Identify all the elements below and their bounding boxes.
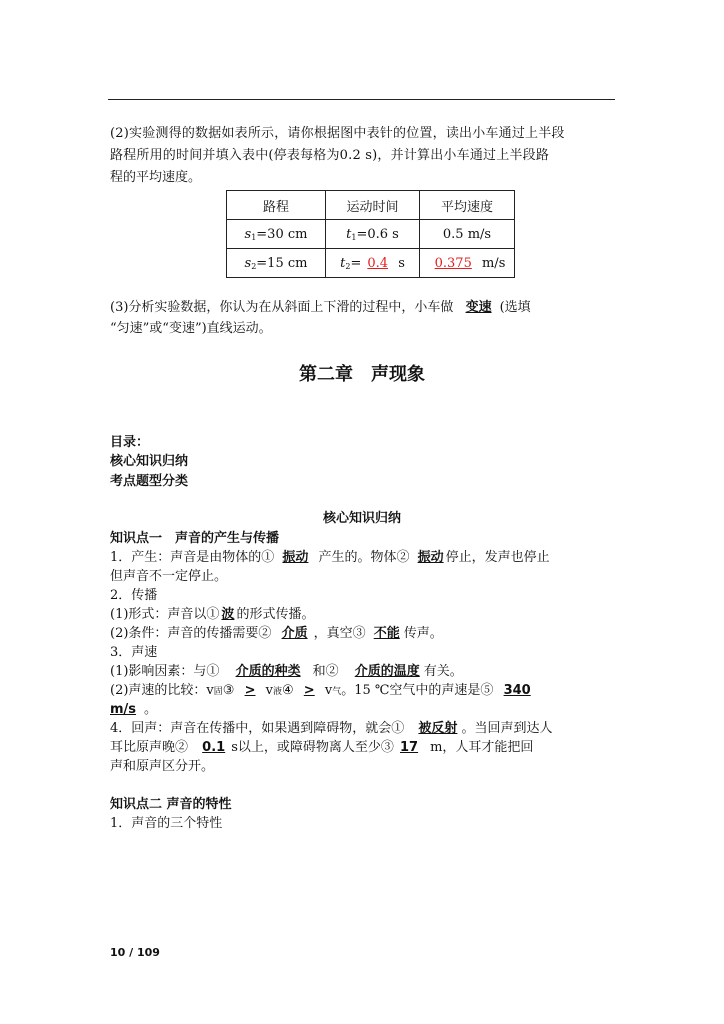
table-cell: $t_2= 0.4$ s [326, 249, 420, 278]
answer: 介质 [281, 626, 308, 641]
answer-time: 0.4 [367, 255, 389, 271]
answer: 介质的温度 [354, 664, 420, 679]
kp1-line: 4．回声：声音在传播中，如果遇到障碍物，就会① 被反射 。当回声到达人 [110, 721, 553, 736]
table-cell: $s_1=30$ cm [227, 220, 326, 249]
answer: 振动 [417, 550, 444, 565]
table-cell: $t_1=0.6$ s [326, 220, 420, 249]
intro-line-3: 程的平均速度。 [110, 170, 202, 185]
kp1-line: 但声音不一定停止。 [110, 569, 228, 584]
kp1-line: (1)形式：声音以① 波 的形式传播。 [110, 607, 315, 622]
intro-line-2: 路程所用的时间并填入表中(停表每格为0.2 s)，并计算出小车通过上半段路 [110, 148, 550, 163]
kp2-title: 知识点二 声音的特性 [110, 797, 232, 812]
intro-line-1: (2)实验测得的数据如表所示，请你根据图中表针的位置，读出小车通过上半段 [110, 126, 565, 141]
answer: 波 [221, 607, 235, 622]
answer: 振动 [282, 550, 309, 565]
table-cell: $s_2=15$ cm [227, 249, 326, 278]
q3-line-1: (3)分析实验数据，你认为在从斜面上下滑的过程中，小车做 变速 (选填 [110, 300, 531, 315]
table-row [227, 220, 515, 249]
header-rule [108, 99, 615, 100]
kp1-line: (2)声速的比较：v固③ > v液④ > v气。15 ℃空气中的声速是⑤ 340 [110, 683, 531, 698]
toc-label: 目录： [110, 435, 150, 450]
kp2-line: 1．声音的三个特性 [110, 816, 223, 831]
answer: 被反射 [418, 721, 458, 736]
kp1-line: 声和原声区分开。 [110, 759, 215, 774]
data-table [226, 190, 515, 278]
header-cell: 运动时间 [326, 191, 420, 220]
answer: 17 [400, 740, 419, 755]
answer: > [303, 683, 315, 698]
table-row [227, 249, 515, 278]
page-number: 10 / 109 [110, 946, 160, 959]
table-cell: 0.5 m/s [420, 220, 515, 249]
toc-item: 核心知识归纳 [110, 454, 189, 469]
kp1-line: (1)影响因素：与① 介质的种类 和② 介质的温度 有关。 [110, 664, 463, 679]
table-cell: 0.375 m/s [420, 249, 515, 278]
kp1-line: 3．声速 [110, 645, 158, 660]
kp1-line: 耳比原声晚② 0.1 s以上，或障碍物离人至少③ 17 m，人耳才能把回 [110, 740, 534, 755]
chapter-title: 第二章 声现象 [299, 364, 425, 385]
kp1-line: 1．产生：声音是由物体的① 振动 产生的。物体② 振动 停止，发声也停止 [110, 550, 550, 565]
answer: 介质的种类 [235, 664, 301, 679]
section-title: 核心知识归纳 [322, 511, 401, 526]
answer: 不能 [373, 626, 400, 641]
toc-item: 考点题型分类 [110, 474, 189, 489]
answer: > [244, 683, 256, 698]
header-cell: 路程 [227, 191, 326, 220]
answer: 340 [503, 683, 531, 698]
kp1-title: 知识点一 声音的产生与传播 [110, 531, 280, 546]
answer: 0.1 [202, 740, 226, 755]
header-cell: 平均速度 [420, 191, 515, 220]
table-header-row [227, 191, 515, 220]
q3-line-2: “匀速”或“变速”)直线运动。 [110, 321, 272, 336]
answer: 变速 [465, 300, 492, 315]
kp1-line: 2．传播 [110, 588, 158, 603]
kp1-line: (2)条件：声音的传播需要② 介质 ，真空③ 不能 传声。 [110, 626, 443, 641]
answer: m/s [110, 702, 137, 717]
kp1-line: m/s 。 [110, 702, 158, 717]
answer-speed: 0.375 [434, 255, 472, 271]
